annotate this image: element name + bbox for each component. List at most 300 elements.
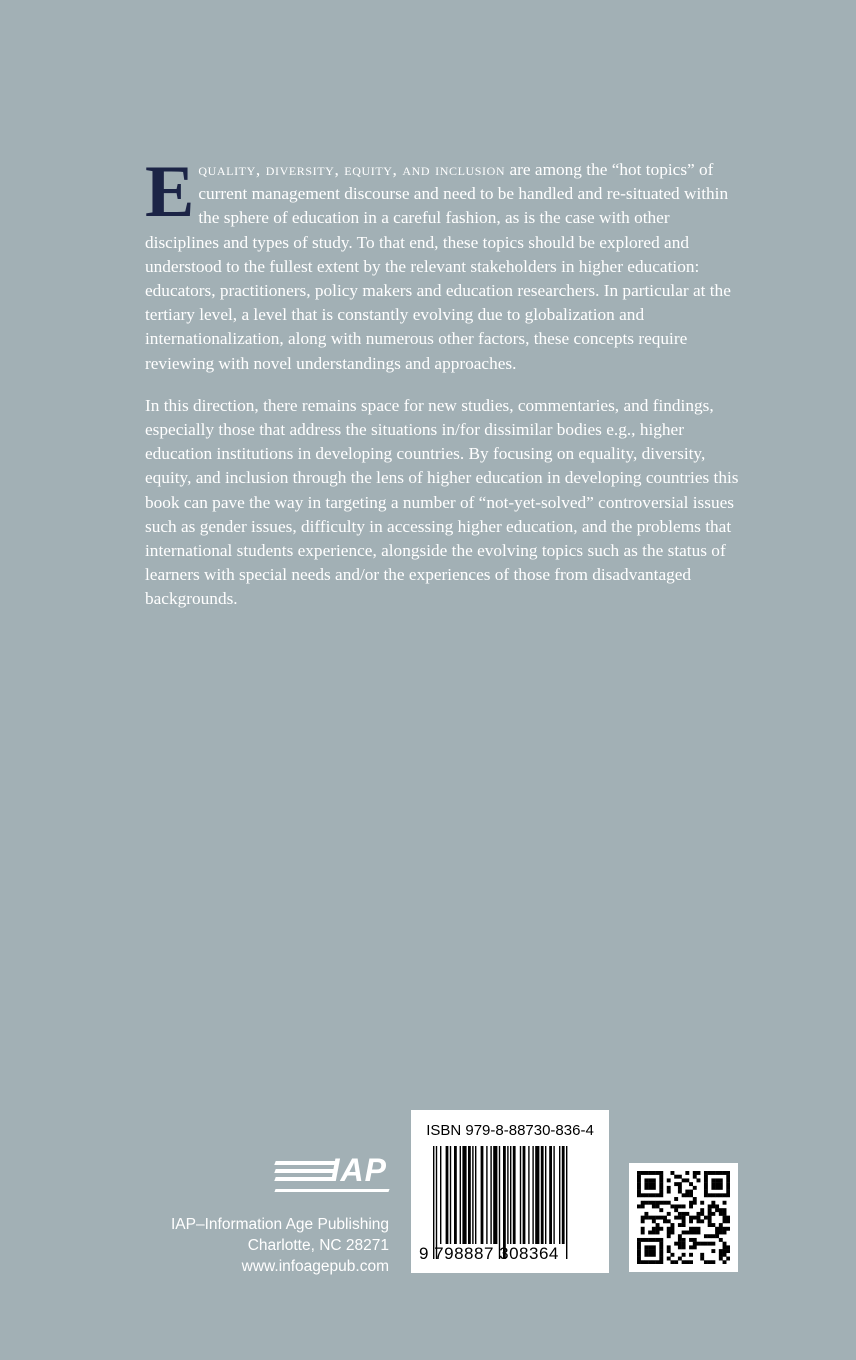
qr-module <box>726 1257 730 1261</box>
qr-module <box>693 1216 697 1220</box>
qr-module <box>678 1257 682 1261</box>
qr-module <box>637 1242 641 1246</box>
qr-module <box>652 1219 656 1223</box>
qr-module <box>637 1193 641 1197</box>
qr-module <box>715 1204 719 1208</box>
qr-module <box>644 1238 648 1242</box>
qr-module <box>689 1227 693 1231</box>
qr-module <box>667 1178 671 1182</box>
qr-module <box>700 1212 704 1216</box>
qr-module <box>652 1182 656 1186</box>
qr-module <box>708 1204 712 1208</box>
qr-module <box>637 1182 641 1186</box>
qr-module <box>711 1171 715 1175</box>
qr-module <box>693 1175 697 1179</box>
qr-module <box>652 1216 656 1220</box>
qr-module <box>685 1231 689 1235</box>
qr-module <box>652 1260 656 1264</box>
qr-module <box>670 1223 674 1227</box>
qr-module <box>670 1231 674 1235</box>
qr-module <box>652 1186 656 1190</box>
qr-module <box>723 1216 727 1220</box>
iap-logo <box>275 1152 389 1192</box>
barcode-bar <box>513 1146 516 1244</box>
qr-module <box>674 1260 678 1264</box>
qr-module <box>678 1212 682 1216</box>
qr-module <box>656 1171 660 1175</box>
barcode-digits: 9 798887 308364 <box>419 1244 559 1263</box>
qr-module <box>682 1238 686 1242</box>
qr-module <box>656 1231 660 1235</box>
qr-module <box>711 1193 715 1197</box>
barcode-bar <box>450 1146 451 1244</box>
qr-module <box>689 1219 693 1223</box>
qr-module <box>641 1260 645 1264</box>
qr-module <box>641 1238 645 1242</box>
qr-module <box>652 1238 656 1242</box>
qr-module <box>719 1231 723 1235</box>
qr-module <box>700 1242 704 1246</box>
barcode-bar <box>507 1146 508 1244</box>
qr-module <box>652 1231 656 1235</box>
qr-module <box>644 1212 648 1216</box>
qr-module <box>678 1238 682 1242</box>
barcode-bar <box>520 1146 521 1244</box>
qr-module <box>637 1186 641 1190</box>
qr-module <box>667 1234 671 1238</box>
qr-module <box>726 1175 730 1179</box>
qr-module <box>678 1242 682 1246</box>
qr-module <box>682 1212 686 1216</box>
qr-module <box>685 1260 689 1264</box>
qr-module <box>719 1257 723 1261</box>
qr-module <box>719 1223 723 1227</box>
barcode-bar <box>472 1146 473 1244</box>
qr-module <box>656 1216 660 1220</box>
qr-module <box>659 1249 663 1253</box>
qr-module <box>682 1216 686 1220</box>
qr-module <box>670 1253 674 1257</box>
qr-module <box>678 1223 682 1227</box>
qr-module <box>644 1182 648 1186</box>
qr-module <box>678 1175 682 1179</box>
qr-module <box>693 1231 697 1235</box>
qr-module <box>715 1178 719 1182</box>
qr-module <box>670 1260 674 1264</box>
qr-module <box>685 1178 689 1182</box>
qr-module <box>708 1242 712 1246</box>
qr-module <box>726 1245 730 1249</box>
qr-module <box>689 1190 693 1194</box>
qr-module <box>723 1219 727 1223</box>
qr-module <box>719 1208 723 1212</box>
qr-module <box>648 1231 652 1235</box>
qr-module <box>659 1190 663 1194</box>
qr-module <box>700 1257 704 1261</box>
qr-module <box>637 1260 641 1264</box>
qr-module <box>693 1171 697 1175</box>
qr-module <box>682 1260 686 1264</box>
back-cover-text <box>145 151 741 612</box>
qr-code-icon <box>637 1171 730 1264</box>
qr-module <box>678 1186 682 1190</box>
qr-module <box>682 1193 686 1197</box>
qr-module <box>697 1216 701 1220</box>
qr-module <box>652 1171 656 1175</box>
qr-module <box>674 1204 678 1208</box>
qr-module <box>711 1242 715 1246</box>
qr-module <box>726 1190 730 1194</box>
isbn-label: ISBN 979-8-88730-836-4 <box>426 1122 594 1139</box>
qr-module <box>667 1212 671 1216</box>
qr-module <box>678 1234 682 1238</box>
qr-module <box>685 1212 689 1216</box>
qr-module <box>715 1186 719 1190</box>
qr-module <box>659 1238 663 1242</box>
qr-module <box>723 1242 727 1246</box>
qr-module <box>637 1190 641 1194</box>
qr-module <box>689 1245 693 1249</box>
barcode-bar <box>528 1146 529 1244</box>
qr-module <box>726 1171 730 1175</box>
qr-module <box>637 1175 641 1179</box>
qr-module <box>708 1260 712 1264</box>
barcode-bar <box>446 1146 449 1244</box>
qr-module <box>704 1178 708 1182</box>
qr-module <box>723 1208 727 1212</box>
qr-module <box>689 1260 693 1264</box>
qr-module <box>644 1216 648 1220</box>
qr-module <box>719 1212 723 1216</box>
publisher-name: IAP–Information Age Publishing <box>171 1216 389 1233</box>
qr-module <box>708 1212 712 1216</box>
isbn-barcode-box <box>411 1110 609 1273</box>
qr-module <box>708 1216 712 1220</box>
qr-module <box>667 1186 671 1190</box>
qr-module <box>644 1193 648 1197</box>
qr-module <box>674 1216 678 1220</box>
qr-module <box>637 1171 641 1175</box>
qr-module <box>697 1227 701 1231</box>
qr-module <box>648 1238 652 1242</box>
qr-module <box>682 1219 686 1223</box>
qr-module <box>641 1227 645 1231</box>
qr-module <box>697 1242 701 1246</box>
paragraph-2: In this direction, there remains space for new studies, commentaries, and findings, especially those that address the situations in/for dissimilar bodies e.g., higher education institutions in developing countries. By focusing on equality, diversity, equity, and inclusion through the lens of higher education in developing countries this book can pave the way in targeting a number of “not-yet-solved” controversial issues such as gender issues, difficulty in accessing higher education, and the problems that international students experience, alongside the evolving topics such as the status of learners with special needs and/or the experiences of those from disadvantaged backgrounds. <box>145 395 739 609</box>
qr-module <box>719 1171 723 1175</box>
qr-module <box>659 1208 663 1212</box>
qr-module <box>700 1208 704 1212</box>
qr-module <box>659 1253 663 1257</box>
qr-module <box>659 1216 663 1220</box>
barcode-bar <box>559 1146 560 1244</box>
qr-module <box>711 1249 715 1253</box>
qr-module <box>723 1260 727 1264</box>
qr-module <box>656 1201 660 1205</box>
qr-module <box>711 1186 715 1190</box>
qr-module <box>659 1260 663 1264</box>
qr-module <box>678 1190 682 1194</box>
qr-module <box>704 1216 708 1220</box>
qr-module <box>637 1257 641 1261</box>
qr-module <box>697 1171 701 1175</box>
qr-code-box <box>629 1163 738 1272</box>
qr-module <box>652 1249 656 1253</box>
barcode-bar <box>499 1146 500 1259</box>
qr-module <box>693 1242 697 1246</box>
qr-module <box>644 1253 648 1257</box>
qr-module <box>637 1178 641 1182</box>
barcode-bar <box>503 1146 506 1259</box>
qr-module <box>711 1260 715 1264</box>
qr-module <box>674 1208 678 1212</box>
qr-module <box>700 1201 704 1205</box>
barcode-bar <box>532 1146 533 1244</box>
qr-module <box>685 1190 689 1194</box>
qr-module <box>667 1201 671 1205</box>
qr-module <box>652 1204 656 1208</box>
qr-module <box>708 1234 712 1238</box>
qr-module <box>682 1253 686 1257</box>
qr-module <box>659 1201 663 1205</box>
qr-module <box>637 1238 641 1242</box>
qr-module <box>652 1201 656 1205</box>
qr-module <box>667 1257 671 1261</box>
barcode-bar <box>562 1146 565 1244</box>
qr-module <box>682 1178 686 1182</box>
barcode-bar <box>510 1146 511 1244</box>
qr-module <box>659 1242 663 1246</box>
qr-module <box>723 1231 727 1235</box>
qr-module <box>652 1227 656 1231</box>
qr-module <box>689 1193 693 1197</box>
qr-module <box>689 1231 693 1235</box>
qr-module <box>723 1201 727 1205</box>
qr-module <box>641 1201 645 1205</box>
qr-module <box>667 1190 671 1194</box>
qr-module <box>674 1175 678 1179</box>
qr-module <box>693 1238 697 1242</box>
qr-module <box>682 1242 686 1246</box>
qr-module <box>700 1219 704 1223</box>
qr-module <box>659 1171 663 1175</box>
qr-module <box>711 1204 715 1208</box>
barcode-bar <box>454 1146 457 1244</box>
barcode-bar <box>460 1146 461 1244</box>
qr-module <box>656 1223 660 1227</box>
barcode-bar <box>436 1146 437 1259</box>
qr-module <box>693 1245 697 1249</box>
qr-module <box>711 1212 715 1216</box>
qr-module <box>719 1227 723 1231</box>
barcode-bar <box>481 1146 484 1244</box>
qr-module <box>704 1193 708 1197</box>
qr-module <box>689 1201 693 1205</box>
qr-module <box>708 1208 712 1212</box>
qr-module <box>715 1193 719 1197</box>
qr-module <box>697 1219 701 1223</box>
qr-module <box>682 1245 686 1249</box>
qr-module <box>715 1227 719 1231</box>
qr-module <box>726 1227 730 1231</box>
qr-module <box>723 1245 727 1249</box>
qr-module <box>637 1204 641 1208</box>
qr-module <box>711 1234 715 1238</box>
qr-module <box>678 1182 682 1186</box>
qr-module <box>641 1193 645 1197</box>
qr-module <box>644 1260 648 1264</box>
qr-module <box>719 1253 723 1257</box>
qr-module <box>726 1219 730 1223</box>
lead-smallcaps: quality, diversity, equity, and inclusion <box>198 160 506 179</box>
qr-module <box>659 1257 663 1261</box>
qr-module <box>711 1178 715 1182</box>
qr-module <box>726 1249 730 1253</box>
qr-module <box>667 1227 671 1231</box>
qr-module <box>685 1171 689 1175</box>
barcode <box>433 1146 593 1259</box>
qr-module <box>641 1216 645 1220</box>
qr-module <box>678 1245 682 1249</box>
qr-module <box>648 1182 652 1186</box>
qr-module <box>648 1193 652 1197</box>
qr-module <box>648 1178 652 1182</box>
qr-module <box>700 1253 704 1257</box>
qr-module <box>711 1223 715 1227</box>
qr-module <box>719 1193 723 1197</box>
qr-module <box>670 1171 674 1175</box>
qr-module <box>648 1186 652 1190</box>
barcode-bar <box>535 1146 539 1244</box>
qr-module <box>711 1182 715 1186</box>
qr-module <box>693 1197 697 1201</box>
paragraph-1 <box>145 151 741 376</box>
qr-module <box>715 1171 719 1175</box>
qr-module <box>723 1212 727 1216</box>
barcode-bar <box>549 1146 552 1244</box>
qr-module <box>637 1249 641 1253</box>
qr-module <box>648 1216 652 1220</box>
qr-module <box>693 1201 697 1205</box>
qr-module <box>715 1231 719 1235</box>
qr-module <box>663 1201 667 1205</box>
publisher-website[interactable]: www.infoagepub.com <box>241 1258 389 1275</box>
qr-module <box>656 1238 660 1242</box>
qr-module <box>719 1182 723 1186</box>
qr-module <box>678 1204 682 1208</box>
qr-module <box>704 1234 708 1238</box>
qr-module <box>704 1242 708 1246</box>
qr-module <box>726 1193 730 1197</box>
qr-module <box>644 1171 648 1175</box>
publisher-city: Charlotte, NC 28271 <box>247 1237 389 1254</box>
qr-module <box>704 1171 708 1175</box>
qr-module <box>648 1260 652 1264</box>
barcode-bar <box>493 1146 497 1244</box>
qr-module <box>667 1249 671 1253</box>
qr-module <box>656 1260 660 1264</box>
paragraph-1-text: are among the “hot topics” of current management discourse and need to be handled and re-situated within the sphere of education in a careful fashion, as is the case with other disciplines and types of study. To that end, these topics should be explored and understood to the fullest extent by the relevant stakeholders in higher education: educators, practitioners, policy makers and education researchers. In particular at the tertiary level, a level that is constantly evolving due to globalization and internationalization, along with numerous other factors, these concepts require reviewing with novel understandings and approaches. <box>145 160 731 373</box>
qr-module <box>648 1249 652 1253</box>
qr-module <box>648 1201 652 1205</box>
barcode-bar <box>475 1146 476 1244</box>
qr-module <box>641 1171 645 1175</box>
qr-module <box>670 1227 674 1231</box>
qr-module <box>648 1171 652 1175</box>
qr-module <box>719 1178 723 1182</box>
qr-module <box>667 1219 671 1223</box>
qr-module <box>644 1178 648 1182</box>
logo-text: IAP <box>330 1152 387 1188</box>
qr-module <box>659 1193 663 1197</box>
qr-module <box>726 1178 730 1182</box>
qr-module <box>704 1175 708 1179</box>
qr-module <box>715 1208 719 1212</box>
qr-module <box>708 1193 712 1197</box>
qr-module <box>663 1216 667 1220</box>
barcode-bar <box>541 1146 544 1244</box>
qr-module <box>652 1245 656 1249</box>
qr-module <box>656 1227 660 1231</box>
qr-module <box>641 1219 645 1223</box>
qr-module <box>641 1204 645 1208</box>
qr-module <box>708 1223 712 1227</box>
qr-module <box>708 1219 712 1223</box>
qr-module <box>723 1193 727 1197</box>
barcode-bar <box>545 1146 546 1244</box>
qr-module <box>685 1193 689 1197</box>
qr-module <box>704 1260 708 1264</box>
qr-module <box>682 1223 686 1227</box>
qr-module <box>704 1190 708 1194</box>
qr-module <box>659 1175 663 1179</box>
qr-module <box>726 1216 730 1220</box>
qr-module <box>652 1178 656 1182</box>
qr-module <box>659 1186 663 1190</box>
qr-module <box>678 1216 682 1220</box>
qr-module <box>648 1245 652 1249</box>
qr-module <box>674 1197 678 1201</box>
qr-module <box>708 1171 712 1175</box>
qr-module <box>711 1201 715 1205</box>
qr-module <box>663 1219 667 1223</box>
barcode-bar <box>490 1146 491 1244</box>
qr-module <box>719 1186 723 1190</box>
qr-module <box>644 1249 648 1253</box>
qr-module <box>689 1182 693 1186</box>
qr-module <box>723 1171 727 1175</box>
qr-module <box>715 1234 719 1238</box>
barcode-bar <box>553 1146 554 1244</box>
qr-module <box>723 1249 727 1253</box>
qr-module <box>719 1238 723 1242</box>
publisher-block <box>89 1152 389 1277</box>
barcode-bar <box>433 1146 434 1259</box>
qr-module <box>697 1178 701 1182</box>
qr-module <box>659 1182 663 1186</box>
qr-module <box>719 1249 723 1253</box>
qr-module <box>667 1245 671 1249</box>
qr-module <box>704 1186 708 1190</box>
barcode-bar <box>486 1146 487 1244</box>
qr-module <box>674 1182 678 1186</box>
qr-module <box>689 1253 693 1257</box>
qr-module <box>641 1231 645 1235</box>
qr-module <box>682 1231 686 1235</box>
qr-module <box>697 1212 701 1216</box>
qr-module <box>670 1204 674 1208</box>
qr-module <box>697 1231 701 1235</box>
